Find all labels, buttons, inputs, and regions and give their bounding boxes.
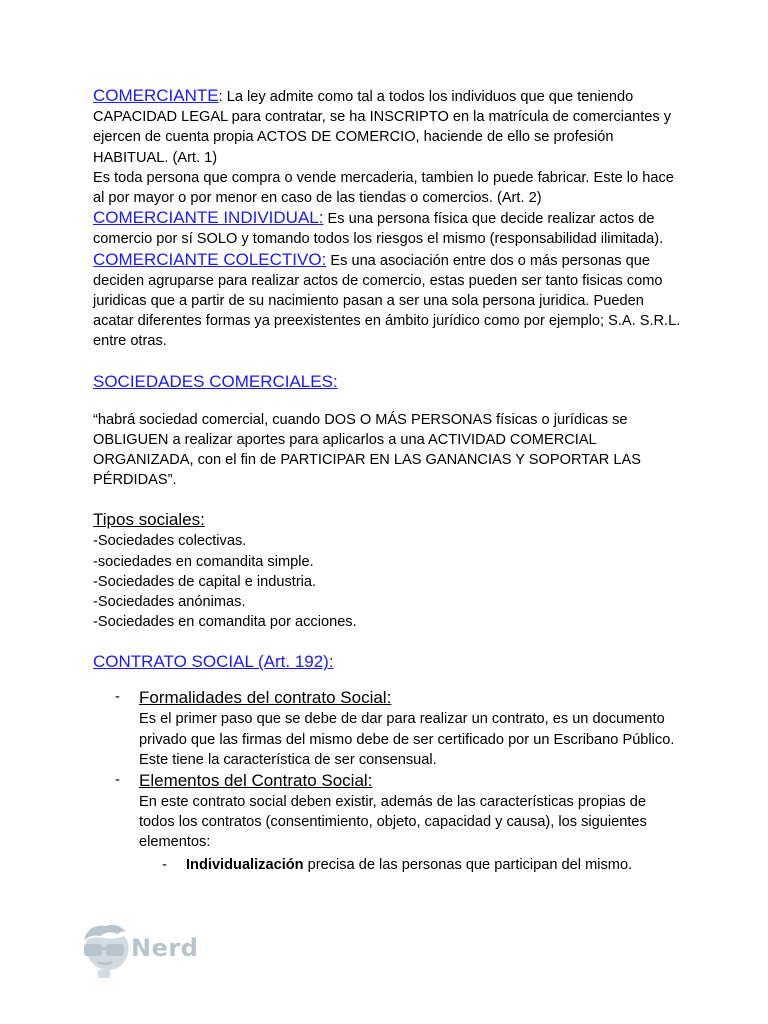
individual-paragraph <box>93 208 683 249</box>
colectivo-heading: COMERCIANTE COLECTIVO: <box>93 249 327 269</box>
individualizacion-bold: Individualización <box>186 856 304 873</box>
list-item: -sociedades en comandita simple. <box>93 553 314 570</box>
comerciante-heading: COMERCIANTE <box>93 86 219 105</box>
contrato-heading: CONTRATO SOCIAL (Art. 192): <box>93 652 334 672</box>
document-body <box>93 86 683 875</box>
individualizacion-rest: precisa de las personas que participan del mismo. <box>303 856 633 873</box>
sociedades-quote: “habrá sociedad comercial, cuando DOS O MÁS PERSONAS físicas o jurídicas se OBLIGUEN a realizar aportes para aplicarlos a una ACTIVIDAD COMERCIAL ORGANIZADA, con el fin de PARTICIPAR EN LAS GANANCIAS Y SOPORTAR LAS PÉRDIDAS”. <box>93 411 641 489</box>
list-item: -Sociedades colectivas. <box>93 533 247 550</box>
individualizacion-text <box>186 855 683 875</box>
tipos-heading: Tipos sociales: <box>93 510 205 530</box>
elementos-item <box>0 770 683 853</box>
comerciante-paragraph <box>93 86 683 168</box>
comerciante-text: : La ley admite como tal a todos los individuos que que teniendo CAPACIDAD LEGAL para contratar, se ha INSCRIPTO en la matrícula de comerciantes y ejercen de cuenta propia ACTOS DE COMERCIO, haciende de ello se profesión HABITUAL. (Art. 1) <box>93 89 672 166</box>
sociedades-heading: SOCIEDADES COMERCIALES: <box>93 371 338 391</box>
nerd-logo-text: Nerd <box>131 934 199 962</box>
dash-bullet: - <box>162 856 167 873</box>
elementos-title: Elementos del Contrato Social: <box>139 771 373 791</box>
formalidades-text: Es el primer paso que se debe de dar para realizar un contrato, es un documento privado que las firmas del mismo debe de ser certificado por un Escribano Público. Este tiene la característica de ser consensual. <box>139 711 675 768</box>
comerciante-text-2: Es toda persona que compra o vende mercaderia, tambien lo puede fabricar. Este lo hace al por mayor o por menor en caso de las tiendas o comercios. (Art. 2) <box>93 169 674 207</box>
individual-text: Es una persona física que decide realizar actos de comercio por sí SOLO y tomando todos los riesgos el mismo (responsabilidad ilimitada). <box>93 211 664 248</box>
dash-bullet: - <box>115 772 120 789</box>
elementos-text: En este contrato social deben existir, además de las características propias de todos los contratos (consentimiento, objeto, capacidad y causa), los siguientes elementos: <box>139 794 647 851</box>
dash-bullet: - <box>115 689 120 706</box>
formalidades-item <box>0 687 683 770</box>
individualizacion-item <box>0 855 683 875</box>
list-item: -Sociedades de capital e industria. <box>93 573 317 590</box>
list-item: -Sociedades en comandita por acciones. <box>93 614 357 631</box>
individual-heading: COMERCIANTE INDIVIDUAL: <box>93 208 324 228</box>
tipos-list <box>93 531 683 632</box>
colectivo-text: Es una asociación entre dos o más personas que deciden agruparse para realizar actos de comercio, estas pueden ser tanto fisicas como juridicas que a partir de su nacimiento pasan a ser una sola persona juridica. Pueden acatar diferentes formas ya preexistentes en ámbito jurídico como por ejemplo; S.A. S.R.L. entre otras. <box>93 252 681 350</box>
list-item: -Sociedades anónimas. <box>93 594 246 611</box>
formalidades-title: Formalidades del contrato Social: <box>139 688 392 708</box>
colectivo-paragraph <box>93 250 683 352</box>
